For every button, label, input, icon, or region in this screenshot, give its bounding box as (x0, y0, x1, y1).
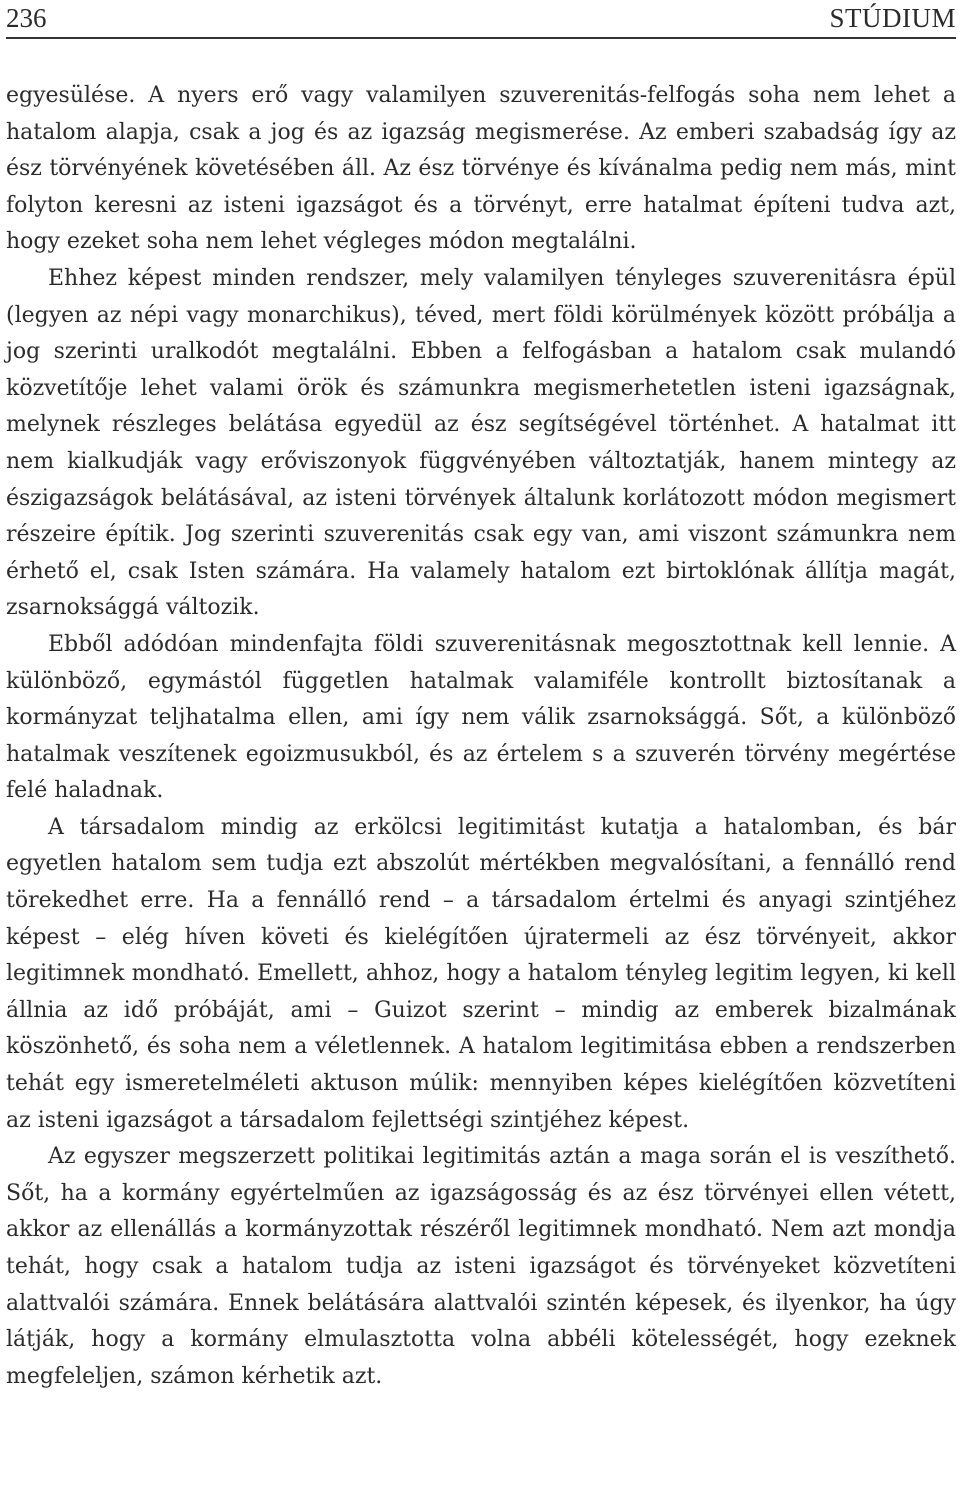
paragraph-3: Ebből adódóan mindenfajta földi szuverenitásnak megosztottnak kell lennie. A különböző, egymástól független hatalmak valamiféle kontrollt biztosítanak a kormányzat teljhatalma ellen, ami így nem válik zsarnoksággá. Sőt, a különböző hatalmak veszítenek egoizmusukból, és az értelem s a szuverén törvény megértése felé haladnak. (6, 631, 956, 804)
journal-name: STÚDIUM (829, 3, 956, 33)
book-page (6, 0, 956, 1395)
running-header (6, 0, 956, 39)
paragraph-5: Az egyszer megszerzett politikai legitimitás aztán a maga során el is veszíthető. Sőt, ha a kormány egyértelműen az igazságosság és az ész törvényei ellen vétett, akkor az ellenállás a kormányzottak részéről legitimnek mondható. Nem azt mondja tehát, hogy csak a hatalom tudja az isteni igazságot és törvényeket közvetíteni alattvalói számára. Ennek belátására alattvalói szintén képesek, és ilyenkor, ha úgy látják, hogy a kormány elmulasztotta volna abbéli kötelességét, hogy ezeknek megfeleljen, számon kérhetik azt. (6, 1144, 956, 1389)
page-number: 236 (6, 3, 47, 33)
paragraph-2: Ehhez képest minden rendszer, mely valamilyen tényleges szuverenitásra épül (legyen az népi vagy monarchikus), téved, mert földi körülmények között próbálja a jog szerinti uralkodót megtalálni. Ebben a felfogásban a hatalom csak mulandó közvetítője lehet valami örök és számunkra megismerhetetlen isteni igazságnak, melynek részleges belátása egyedül az ész segítségével történhet. A hatalmat itt nem kialkudják vagy erőviszonyok függvényében változtatják, hanem mintegy az észigazságok belátásával, az isteni törvények általunk korlátozott módon megismert részeire építik. Jog szerinti szuverenitás csak egy van, ami viszont számunkra nem érhető el, csak Isten számára. Ha valamely hatalom ezt birtoklónak állítja magát, zsarnoksággá változik. (6, 265, 956, 621)
paragraph-4: A társadalom mindig az erkölcsi legitimitást kutatja a hatalomban, és bár egyetlen hatalom sem tudja ezt abszolút mértékben megvalósítani, a fennálló rend törekedhet erre. Ha a fennálló rend – a társadalom értelmi és anyagi szintjéhez képest – elég híven követi és kielégítően újratermeli az ész törvényeit, akkor legitimnek mondható. Emellett, ahhoz, hogy a hatalom tényleg legitim legyen, ki kell állnia az idő próbáját, ami – Guizot szerint – mindig az emberek bizalmának köszönhető, és soha nem a véletlennek. A hatalom legitimitása ebben a rendszerben tehát egy ismeretelméleti aktuson múlik: mennyiben képes kielégítően közvetíteni az isteni igazságot a társadalom fejlettségi szintjéhez képest. (6, 814, 956, 1133)
body-text (6, 78, 956, 1395)
paragraph-1: egyesülése. A nyers erő vagy valamilyen szuverenitás-felfogás soha nem lehet a hatalom alapja, csak a jog és az igazság megismerése. Az emberi szabadság így az ész törvényének követésében áll. Az ész törvénye és kívánalma pedig nem más, mint folyton keresni az isteni igazságot és a törvényt, erre hatalmat építeni tudva azt, hogy ezeket soha nem lehet végleges módon megtalálni. (6, 83, 956, 255)
